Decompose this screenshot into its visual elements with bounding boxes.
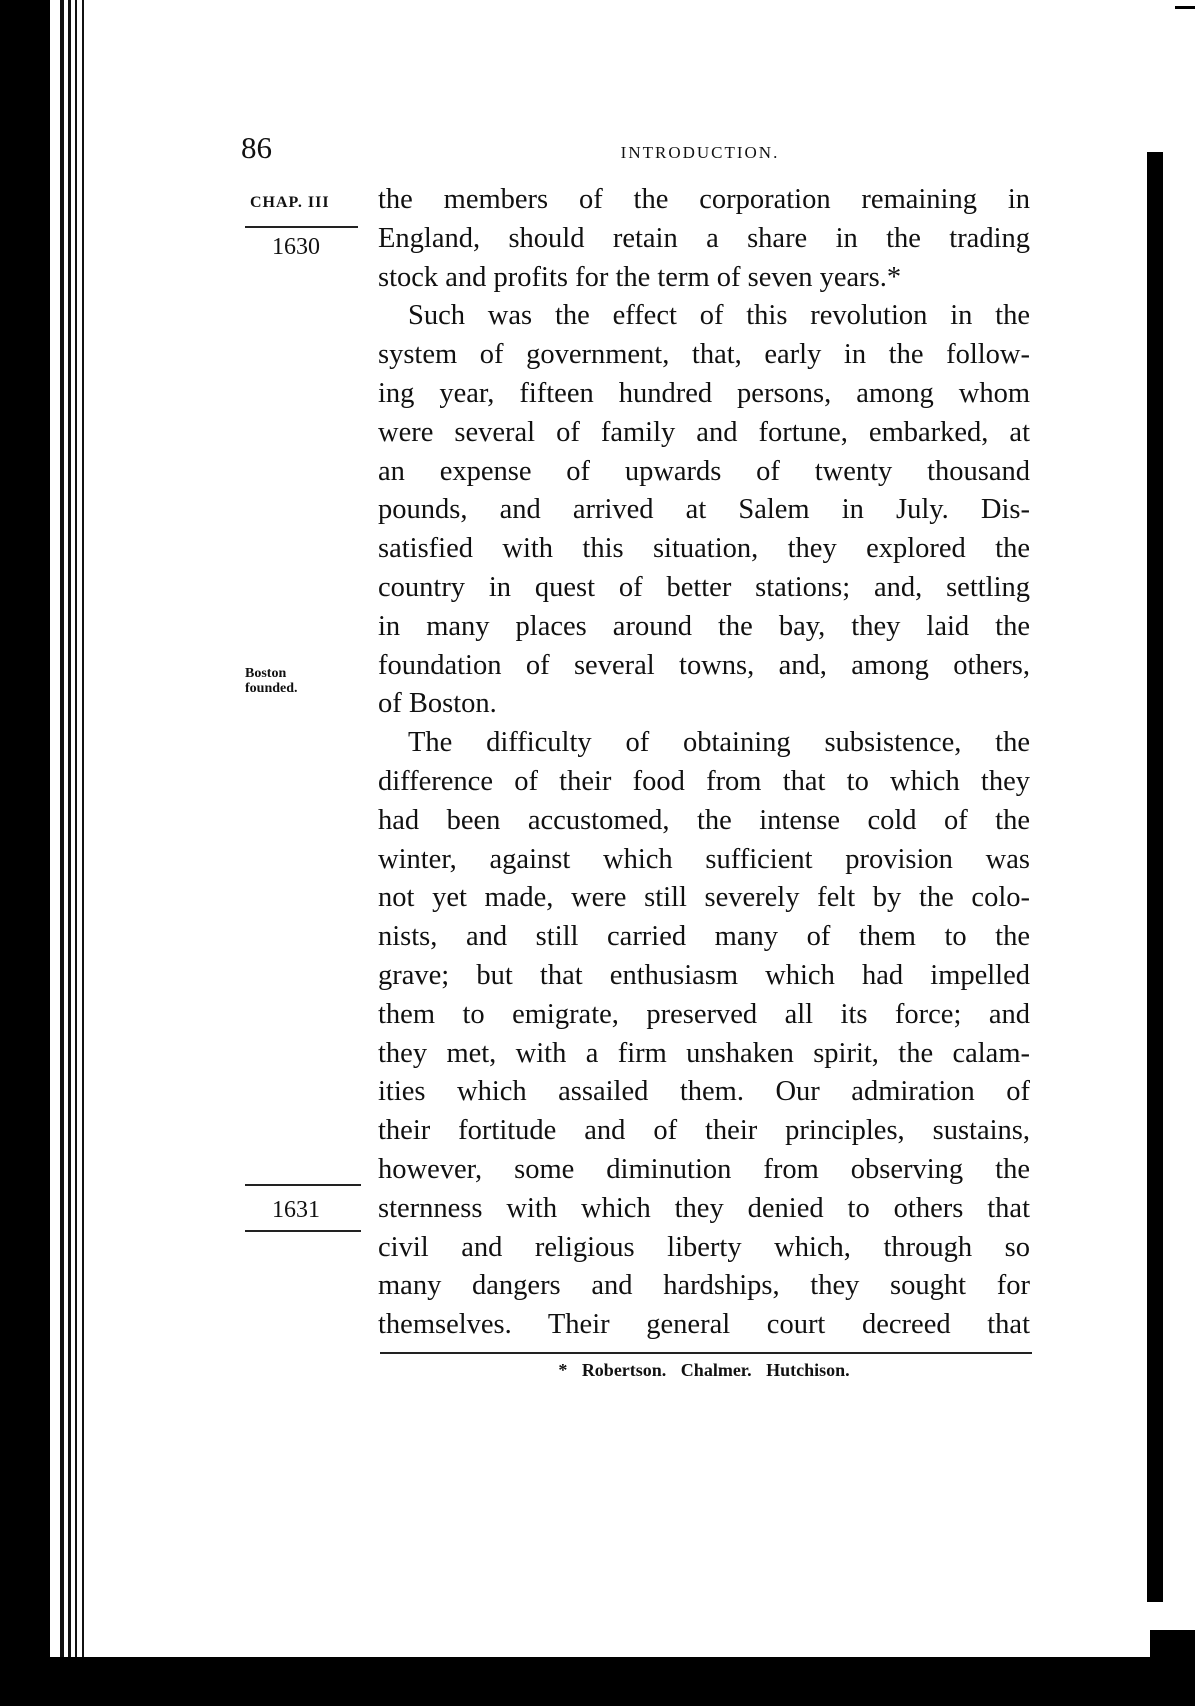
body-line: difference of their food from that to which they: [378, 765, 1030, 797]
body-line: sternness with which they denied to others that: [378, 1192, 1030, 1224]
body-line: Such was the effect of this revolution in the: [408, 300, 1030, 332]
body-line: winter, against which sufficient provision was: [378, 843, 1030, 875]
footnote-rule: [380, 1352, 1032, 1354]
body-line: England, should retain a share in the trading: [378, 222, 1030, 254]
body-line: many dangers and hardships, they sought for: [378, 1270, 1030, 1302]
body-line: they met, with a firm unshaken spirit, the calam-: [378, 1037, 1030, 1069]
margin-note-line: Boston: [245, 666, 287, 681]
body-line: them to emigrate, preserved all its force; and: [378, 998, 1030, 1030]
margin-note-boston: [245, 666, 298, 696]
body-line: country in quest of better stations; and, settling: [378, 571, 1030, 603]
margin-rule: [245, 226, 358, 228]
body-line: the members of the corporation remaining in: [378, 184, 1030, 215]
body-line: of Boston.: [378, 688, 497, 720]
margin-year-1630: 1630: [272, 234, 320, 260]
margin-year-1631: 1631: [272, 1197, 320, 1223]
scan-border-bottom: [0, 1657, 1195, 1706]
scan-border-corner: [1150, 1630, 1195, 1706]
scan-border-right: [1147, 152, 1163, 1602]
body-line: stock and profits for the term of seven years.*: [378, 261, 902, 293]
body-line: satisfied with this situation, they explored the: [378, 533, 1030, 565]
margin-rule: [245, 1230, 361, 1232]
body-line: themselves. Their general court decreed that: [378, 1309, 1030, 1341]
body-line: pounds, and arrived at Salem in July. Dis-: [378, 494, 1030, 526]
scan-mark-top-right: [1175, 6, 1195, 9]
body-text: [378, 181, 1030, 1345]
margin-chapter: CHAP. III: [250, 194, 330, 211]
body-line: foundation of several towns, and, among others,: [378, 649, 1030, 681]
page-number: 86: [241, 130, 272, 165]
body-line: The difficulty of obtaining subsistence, the: [408, 727, 1030, 759]
body-line: civil and religious liberty which, through so: [378, 1231, 1030, 1263]
scan-line: [75, 0, 77, 1706]
body-line: were several of family and fortune, embarked, at: [378, 416, 1030, 448]
body-line: system of government, that, early in the follow-: [378, 339, 1030, 371]
body-line: had been accustomed, the intense cold of the: [378, 804, 1030, 836]
scan-border-left: [0, 0, 50, 1706]
body-line: grave; but that enthusiasm which had impelled: [378, 959, 1030, 991]
body-line: ities which assailed them. Our admiration of: [378, 1076, 1030, 1108]
margin-note-line: founded.: [245, 681, 298, 696]
scan-line: [60, 0, 64, 1706]
footnote: * Robertson. Chalmer. Hutchison.: [558, 1360, 850, 1380]
body-line: in many places around the bay, they laid the: [378, 610, 1030, 642]
scan-line: [82, 0, 84, 1706]
scan-line: [68, 0, 71, 1706]
body-line: their fortitude and of their principles, sustains,: [378, 1115, 1030, 1147]
running-head: INTRODUCTION.: [620, 143, 780, 162]
body-line: ing year, fifteen hundred persons, among whom: [378, 377, 1030, 409]
body-line: however, some diminution from observing the: [378, 1153, 1030, 1185]
body-line: nists, and still carried many of them to the: [378, 921, 1030, 953]
body-line: an expense of upwards of twenty thousand: [378, 455, 1030, 487]
body-line: not yet made, were still severely felt by the colo-: [378, 882, 1030, 914]
margin-rule: [245, 1184, 361, 1186]
